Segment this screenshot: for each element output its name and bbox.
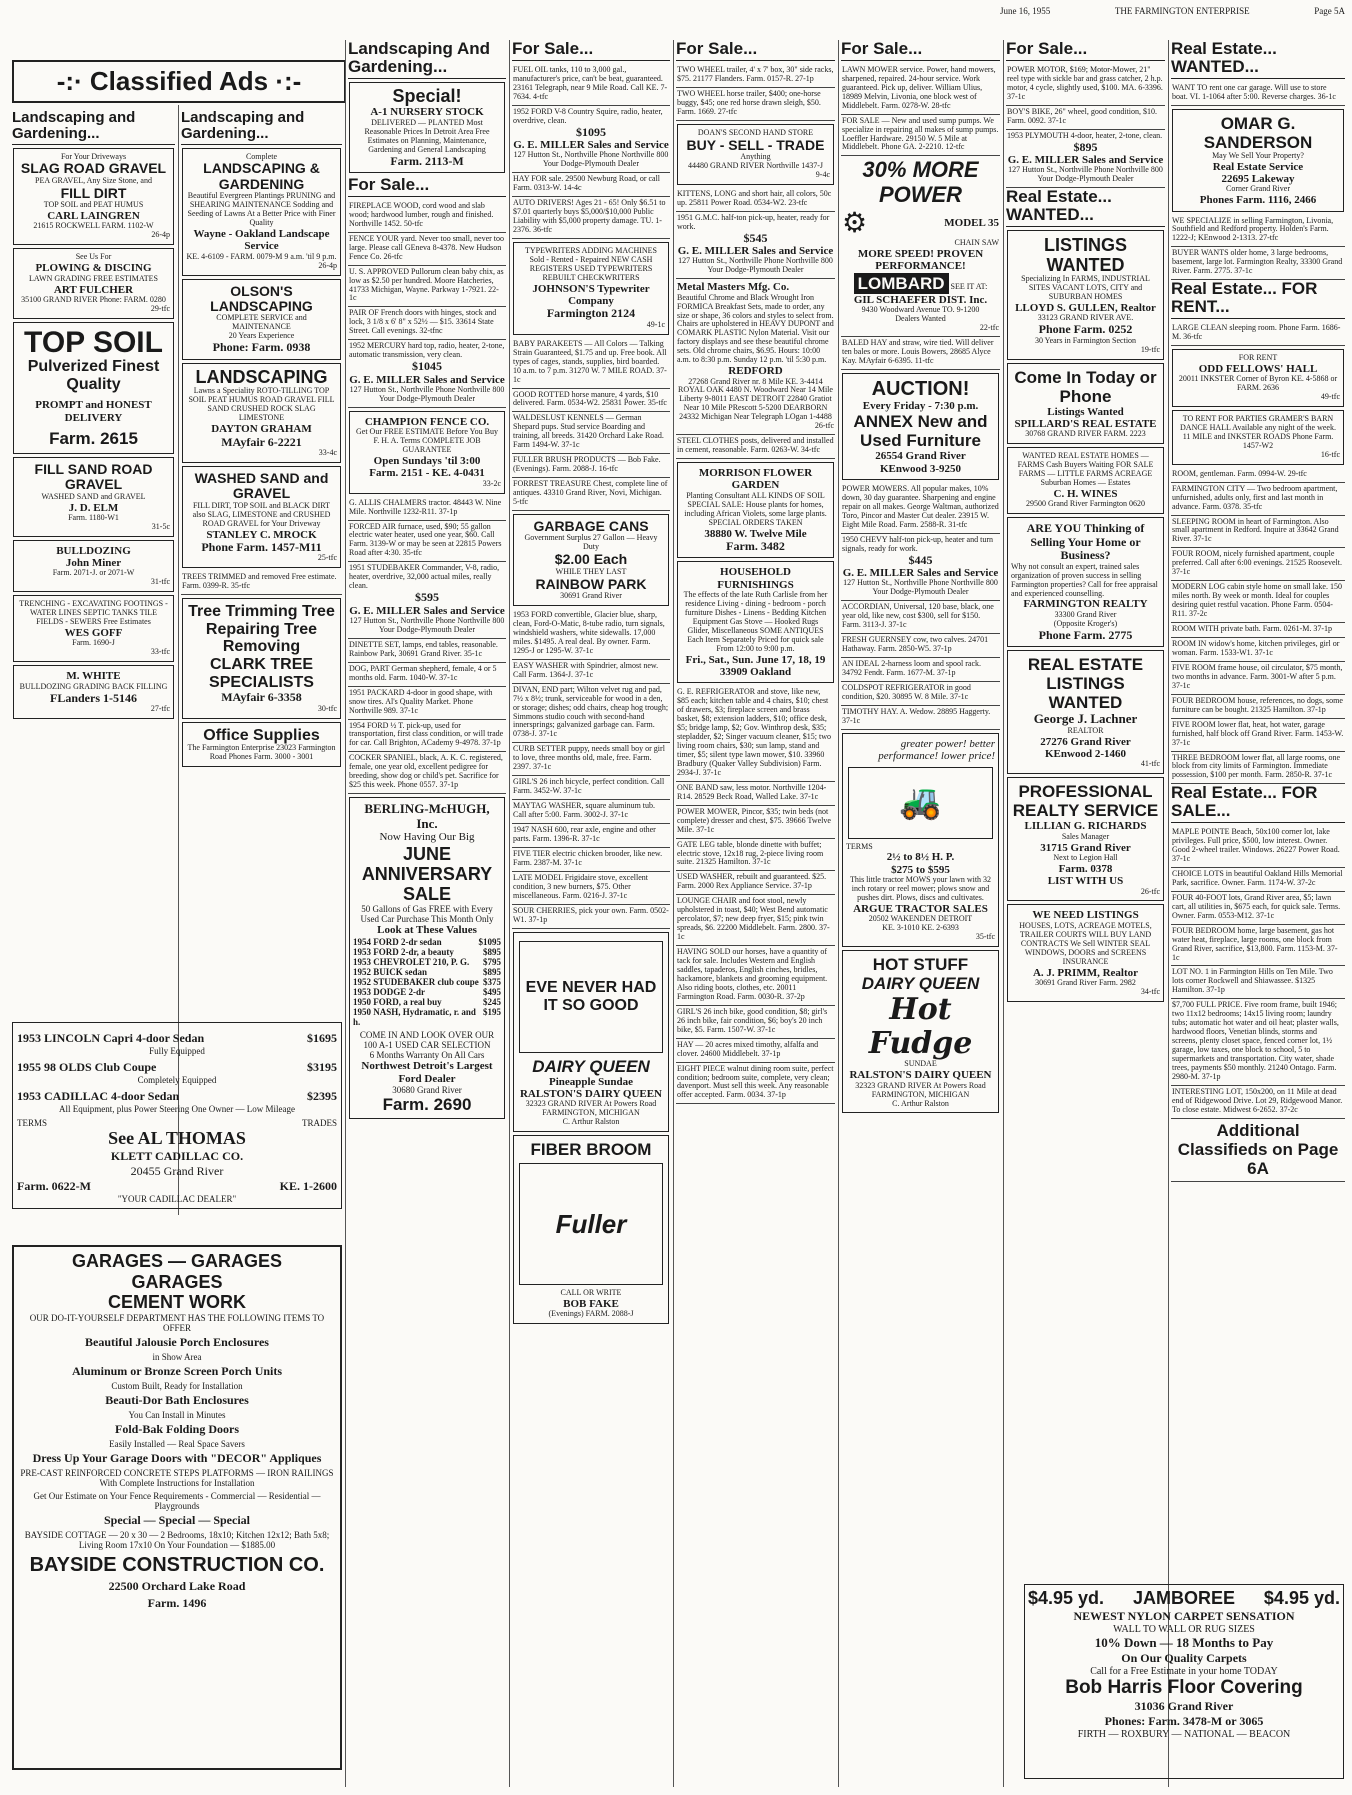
ad-metal-masters: Metal Masters Mfg. Co. Beautiful Chrome and Black Wrought Iron FORMICA Breakfast Sets, made to order, any size or shape, 36 colors and styles to select from. Chairs are upholstered in HEAVY DUPONT and COMARK PLASTIC Nylon Material. Visit our factory displays and see these beautiful chrome sets. Old chrome chairs, $6.95. Hours: 10:00 a.m. to 8:30 p.m. Sunday 12 p.m. 'til 5:30 p.m. REDFORD 27268 Grand River nr. 8 Mile KE. 3-4414 ROYAL OAK 4480 N. Woodward Near 14 Mile Liberty 9-8011 EAST DETROIT 22840 Gratiot Near 10 Mile PRescott 5-5200 DEARBORN 24332 Michigan Near Telegraph LOgan 1-4488 26-tfc: [676, 279, 835, 435]
section-heading: Real Estate... FOR SALE...: [1171, 784, 1345, 823]
column-6: [841, 40, 1000, 1787]
ad-gullen-listings: LISTINGS WANTED Specializing In FARMS, INDUSTRIAL SITES VACANT LOTS, CITY and SUBURBAN HOMES LLOYD S. GULLEN, Realtor 33123 GRAND RIVER AVE. Phone Farm. 0252 30 Years in Farmington Section 19-tfc: [1007, 230, 1164, 360]
ad-miller-gmc: 1951 G.M.C. half-ton pick-up, heater, ready for work. $545 G. E. MILLER Sales and Service 127 Hutton St., Northville Phone Northville 800 Your Dodge-Plymouth Dealer: [676, 212, 835, 280]
ad-trees-trimmed: TREES TRIMMED and removed Free estimate. Farm. 0399-R. 35-tfc: [181, 571, 342, 595]
section-heading: Landscaping and Gardening...: [12, 110, 175, 145]
car-row: 1950 FORD, a real buy $245: [353, 996, 501, 1007]
classified-line: AUTO DRIVERS! Ages 21 - 65! Only $6.51 to $7.01 quarterly buys $5,000/$10,000 Public Liability with $5,000 property damage. TU. 1-2376. 36-tfc: [512, 197, 670, 239]
classified-line: U. S. APPROVED Pullorum clean baby chix, as low as $2.50 per hundred. Moore Hatcheries, 41733 Michigan, Wayne. Parkway 1-7921. 22-1c: [348, 266, 506, 308]
ad-fill-sand: FILL SAND ROAD GRAVEL WASHED SAND and GRAVEL J. D. ELM Farm. 1180-W1 31-5c: [13, 457, 174, 537]
ad-bulldozing: BULLDOZING John Miner Farm. 2071-J. or 2071-W 31-tfc: [13, 540, 174, 593]
classified-line: WANT TO rent one car garage. Will use to store boat. VI. 1-1064 after 5:00. Reverse charges. 36-1c: [1171, 82, 1345, 106]
column-rule: [1003, 40, 1004, 1787]
ad-slag-gravel: For Your Driveways SLAG ROAD GRAVEL PEA GRAVEL, Any Size Stone, and FILL DIRT TOP SOIL and PEAT HUMUS CARL LAINGREN 21615 ROCKWELL FARM. 1102-W 26-4p: [13, 148, 174, 246]
classified-line: COCKER SPANIEL, black, A. K. C. registered, female, one year old, excellent pedigree for breeding, show dog or child's pet. Sacrifice for $25 this week. Phone 0557. 37-1p: [348, 752, 506, 794]
classified-line: CHOICE LOTS in beautiful Oakland Hills Memorial Park, sacrifice. Owner. Farm. 1174-W. 37-2c: [1171, 868, 1345, 892]
section-heading: Real Estate... FOR RENT...: [1171, 280, 1345, 319]
ad-sanderson: OMAR G. SANDERSON May We Sell Your Property? Real Estate Service 22695 Lakeway Corner Grand River Phones Farm. 1116, 2466: [1172, 109, 1344, 212]
classified-line: SOUR CHERRIES, pick your own. Farm. 0502-W1. 37-1p: [512, 905, 670, 929]
classified-line: ROOM IN widow's home, kitchen privileges, girl or woman. Farm. 1533-W1. 37-1c: [1171, 638, 1345, 662]
car-row: 1954 FORD 2-dr sedan $1095: [353, 936, 501, 947]
ad-dayton-graham: LANDSCAPING Lawns a Speciality ROTO-TILLING TOP SOIL PEAT HUMUS ROAD GRAVEL FILL SAND CRUSHED ROCK SLAG LIMESTONE DAYTON GRAHAM MAyfair 6-2221 33-4c: [182, 363, 341, 463]
classified-line: FOUR BEDROOM house, references, no dogs, some furniture can be bought. 21325 Hamilton. 37-1p: [1171, 695, 1345, 719]
classified-line: BOY'S BIKE, 26" wheel, good condition, $10. Farm. 0092. 37-1c: [1006, 106, 1165, 130]
column-rule: [345, 40, 346, 1787]
section-heading: For Sale...: [841, 40, 1000, 61]
classified-line: EIGHT PIECE walnut dining room suite, perfect condition; bedroom suite, complete, very clean; davenport. Must sell this week. Any reasonable offer accepted. Farm. 0034. 37-1p: [676, 1063, 835, 1105]
classified-line: FULLER BRUSH PRODUCTS — Bob Fake. (Evenings). Farm. 2088-J. 16-tfc: [512, 454, 670, 478]
classified-line: PAIR OF French doors with hinges, stock and lock, 3 1/8 x 6' 8" x 52½ — $15. 33614 State Street. Call evenings. 32-tfnc: [348, 307, 506, 340]
classified-line: FIVE TIER electric chicken brooder, like new. Farm. 2387-M. 37-1c: [512, 848, 670, 872]
ad-washed-sand: WASHED SAND and GRAVEL FILL DIRT, TOP SOIL and BLACK DIRT also SLAG, LIMESTONE and CRUSHED ROAD GRAVEL for Your Driveway STANLEY C. MROCK Phone Farm. 1457-M11 25-tfc: [182, 466, 341, 568]
ad-auction: AUCTION! Every Friday - 7:30 p.m. ANNEX New and Used Furniture 26554 Grand River KEnwood 3-9250: [842, 373, 999, 480]
car-row: 1953 CADILLAC 4-door Sedan $2395: [17, 1089, 337, 1103]
ad-lachner: REAL ESTATE LISTINGS WANTED George J. Lachner REALTOR 27276 Grand River KEnwood 2-1460 41-tfc: [1007, 650, 1164, 774]
car-row: 1953 CHEVROLET 210, P. G. $795: [353, 956, 501, 967]
ad-johnsons-typewriter: TYPEWRITERS ADDING MACHINES Sold - Rented - Repaired NEW CASH REGISTERS USED TYPEWRITERS REBUILT CHECKWRITERS JOHNSON'S Typewriter Company Farmington 2124 49-1c: [513, 242, 669, 335]
classified-line: FOUR ROOM, nicely furnished apartment, couple preferred. Call after 6:00 evenings. 21525 Roosevelt. 37-1c: [1171, 548, 1345, 581]
car-row: 1953 FORD 2-dr, a beauty $895: [353, 946, 501, 957]
classified-line: MAPLE POINTE Beach, 50x100 corner lot, lake privileges. Full price, $500, low interest. Owner. Good 2-wheel trailer. Windows. 26227 Power Road. 37-1c: [1171, 826, 1345, 868]
classified-line: STEEL CLOTHES posts, delivered and installed in cement, reasonable. Farm. 0263-W. 34-tfc: [676, 435, 835, 459]
car-row: 1953 LINCOLN Capri 4-door Sedan $1695: [17, 1031, 337, 1045]
classified-line: FOR SALE — New and used sump pumps. We specialize in repairing all makes of sump pumps. Loeffler Hardware. 29150 W. 5 Mile at Middlebelt. Phone GA. 2-2210. 12-tfc: [841, 115, 1000, 157]
classified-line: HAY — 20 acres mixed timothy, alfalfa and clover. 24600 Middlebelt. 37-1p: [676, 1039, 835, 1063]
ad-dairy-queen-pineapple: EVE NEVER HAD IT SO GOOD DAIRY QUEEN Pineapple Sundae RALSTON'S DAIRY QUEEN 32323 GRAND RIVER At Powers Road FARMINGTON, MICHIGAN C. Arthur Ralston: [513, 932, 669, 1133]
ad-household-furnishings: HOUSEHOLD FURNISHINGS The effects of the late Ruth Carlisle from her residence Living - dining - bedroom - porch furniture Dishes - Linens - Bedding Kitchen Equipment Gas Stove — Hooked Rugs Glider, Miscellaneous SOME ANTIQUES Each Item Separately Priced for quick sale From 12:00 to 9:00 p.m. Fri., Sat., Sun. June 17, 18, 19 33909 Oakland: [677, 561, 834, 683]
section-heading: For Sale...: [1006, 40, 1165, 61]
classified-line: G. ALLIS CHALMERS tractor. 48443 W. Nine Mile. Northville 1232-R11. 37-1p: [348, 497, 506, 521]
section-heading: For Sale...: [348, 176, 506, 197]
broom-illustration: Fuller: [519, 1163, 663, 1285]
classified-line: KITTENS, LONG and short hair, all colors, 50c up. 25811 Power Road. 0534-W2. 23-tfc: [676, 188, 835, 212]
ad-bayside-construction: GARAGES — GARAGES GARAGES CEMENT WORK OUR DO-IT-YOURSELF DEPARTMENT HAS THE FOLLOWING ITEMS TO OFFER Beautiful Jalousie Porch Enclosures in Show Area Aluminum or Bronze Screen Porch Units Custom Built, Ready for Installation Beauti-Dor Bath Enclosures You Can Install in Minutes Fold-Bak Folding Doors Easily Installed — Real Space Savers Dress Up Your Garage Doors with "DECOR" Appliques PRE-CAST REINFORCED CONCRETE STEPS PLATFORMS — IRON RAILINGS With Complete Instructions for Installation Get Our Estimate on Your Fence Requirements - Commercial — Residential — Playgrounds Special — Special — Special BAYSIDE COTTAGE — 20 x 30 — 2 Bedrooms, 18x10; Kitchen 12x12; Bath 5x8; Living Room 17x10 On Your Foundation — $1885.00 BAYSIDE CONSTRUCTION CO. 22500 Orchard Lake Road Farm. 1496: [12, 1245, 342, 1770]
ad-complete-landscaping: Complete LANDSCAPING & GARDENING Beautiful Evergreen Plantings PRUNING and SHEARING MAINTENANCE Sodding and Seeding of Lawns At a Better Price with Finer Quality Wayne - Oakland Landscape Service KE. 4-6109 - FARM. 0079-M 9 a.m. 'til 9 p.m. 26-4p: [182, 148, 341, 276]
column-2: [181, 110, 342, 1005]
classified-line: FENCE YOUR yard. Never too small, never too large. Please call GEneva 8-4378. New Hudson Fence Co. 26-tfc: [348, 233, 506, 266]
classified-line: BUYER WANTS older home, 3 large bedrooms, basement, large lot. Farmington Realty, 33300 Grand River. Farm. 2775. 37-1c: [1171, 247, 1345, 280]
ad-primm: WE NEED LISTINGS HOUSES, LOTS, ACREAGE MOTELS, TRAILER COURTS WILL BUY LAND CONTRACTS We Sell WINTER SEAL WINDOWS, DOORS and SCREENS INSURANCE A. J. PRIMM, Realtor 30691 Grand River Farm. 2982 34-tfc: [1007, 904, 1164, 1001]
column-8: [1171, 40, 1345, 1575]
classified-line: 1947 NASH 600, rear axle, engine and other parts. Farm. 1396-R. 37-1c: [512, 824, 670, 848]
masthead: -:· Classified Ads ·:-: [12, 60, 346, 103]
classified-line: LOT NO. 1 in Farmington Hills on Ten Mile. Two lots corner Rockwell and Shiawassee. $1325 Hamilton. 37-1p: [1171, 966, 1345, 999]
column-4: [512, 40, 670, 1787]
header-date: June 16, 1955: [1000, 6, 1051, 16]
section-heading: For Sale...: [512, 40, 670, 61]
classified-line: 1951 PACKARD 4-door in good shape, with snow tires. Al's Quality Market. Phone Northville 989. 37-1c: [348, 687, 506, 720]
car-row: 1955 98 OLDS Club Coupe $3195: [17, 1060, 337, 1074]
ad-morrison: MORRISON FLOWER GARDEN Planting Consultant ALL KINDS OF SOIL SPECIAL SALE: House plants for homes, including African Violets, some large plants. SPECIAL ORDERS TAKEN 38880 W. Twelve Mile Farm. 3482: [677, 462, 834, 558]
classified-line: ACCORDIAN, Universal, 120 base, black, one year old, like new, cost $300, sell for $150. Farm. 3113-J. 37-1c: [841, 601, 1000, 634]
car-row: 1953 DODGE 2-dr $495: [353, 986, 501, 997]
ad-clark-tree: Tree Trimming Tree Repairing Tree Removing CLARK TREE SPECIALISTS MAyfair 6-3358 30-tfc: [182, 598, 341, 718]
classified-line: POWER MOWER, Pincor, $35; twin beds (not complete) dresser and chest, $75. 39666 Twelve Mile. 37-1c: [676, 806, 835, 839]
ad-champion-fence: CHAMPION FENCE CO. Get Our FREE ESTIMATE Before You Buy F. H. A. Terms COMPLETE JOB GUARANTEE Open Sundays 'til 3:00 Farm. 2151 - KE. 4-0431 33-2c: [349, 411, 505, 494]
classified-line: THREE BEDROOM lower flat, all large rooms, one block from city limits of Farmington. Immediate possession, $100 per month. Farm. 2850-R. 37-1c: [1171, 752, 1345, 785]
classified-line: DIVAN, END part; Wilton velvet rug and pad, 7½ x 8½; trunk, serviceable for wood in a den, or storage; dishes; odd chairs, cheap hog trough; Simmons studio couch with second-hand innersprings; galvanized garbage can. Farm. 0738-J. 37-1c: [512, 684, 670, 744]
classified-line: ONE BAND saw, less motor. Northville 1204-R14. 28529 Beck Road, Walled Lake. 37-1c: [676, 782, 835, 806]
ad-gramers-barn: TO RENT FOR PARTIES GRAMER'S BARN DANCE HALL Available any night of the week. 11 MILE and INKSTER ROADS Phone Farm. 1457-W2 16-tfc: [1172, 410, 1344, 465]
classified-line: LATE MODEL Frigidaire stove, excellent condition, 3 new burners, $75. Other miscellaneous. Farm. 0216-J. 37-1c: [512, 872, 670, 905]
classified-line: EASY WASHER with Spindrier, almost new. Call Farm. 1364-J. 37-1c: [512, 660, 670, 684]
classified-line: FOUR 40-FOOT lots, Grand River area, $5; lawn cart, all utilities in, $675 each, for quick sale. Terms. Owner. Farm. 0553-M12. 37-1c: [1171, 892, 1345, 925]
ad-office-supplies: Office Supplies The Farmington Enterprise 23023 Farmington Road Phones Farm. 3000 - 3001: [182, 722, 341, 768]
ad-klett-cadillac: 1953 LINCOLN Capri 4-door Sedan $1695 Fully Equipped 1955 98 OLDS Club Coupe $3195 Completely Equipped 1953 CADILLAC 4-door Sedan $2395 All Equipment, plus Power Steering One Owner — Low Mileage TERMS TRADES See AL THOMAS KLETT CADILLAC CO. 20455 Grand River Farm. 0622-M KE. 1-2600 "YOUR CADILLAC DEALER": [12, 1022, 342, 1209]
classified-line: BABY PARAKEETS — All Colors — Talking Strain Guaranteed, $1.75 and up. Free book. All types of cages, stands, supplies, bird boarded. 10 a.m. to 7 p.m. 31270 W. 7 MILE ROAD. 37-1c: [512, 338, 670, 389]
classified-line: FOUR BEDROOM home, large basement, gas hot water heat, fireplace, large rooms, one block from Grand River, sacrifice, $13,800. Farm. 1153-M. 37-1c: [1171, 925, 1345, 967]
classified-line: TWO WHEEL horse trailer, $400; one-horse buggy, $45; one red horse drawn sleigh, $50. Farm. 1669. 27-tfc: [676, 88, 835, 121]
classified-line: LARGE CLEAN sleeping room. Phone Farm. 1686-M. 36-tfc: [1171, 322, 1345, 346]
ad-wines: WANTED REAL ESTATE HOMES — FARMS Cash Buyers Waiting FOR SALE FARMS — LITTLE FARMS ACREAGE Suburban Homes — Estates C. H. WINES 29500 Grand River Farmington 0620: [1007, 447, 1164, 514]
section-heading: Landscaping and Gardening...: [181, 110, 342, 145]
classified-line: GIRL'S 26 inch bicycle, perfect condition. Call Farm. 3452-W. 37-1c: [512, 776, 670, 800]
classified-line: DOG, PART German shepherd, female, 4 or 5 months old. Farm. 1040-W. 37-1c: [348, 663, 506, 687]
ad-miller-plymouth: 1953 PLYMOUTH 4-door, heater, 2-tone, clean. $895 G. E. MILLER Sales and Service 127 Hutton St., Northville Phone Northville 800 Your Dodge-Plymouth Dealer: [1006, 130, 1165, 189]
classified-line: SLEEPING ROOM in heart of Farmington. Also small apartment in Redford. Inquire at 33642 Grand River. 37-1c: [1171, 516, 1345, 549]
classified-line: FARMINGTON CITY — Two bedroom apartment, unfurnished, adults only, first and last month in advance. Farm. 0378. 35-tfc: [1171, 483, 1345, 516]
ad-special-nursery: Special! A-1 NURSERY STOCK DELIVERED — PLANTED Most Reasonable Prices In Detroit Area Free Estimates on Planning, Maintenance, Gardening and General Landscaping Farm. 2113-M: [349, 82, 505, 173]
classified-line: COLDSPOT REFRIGERATOR in good condition, $20. 30895 W. 8 Mile. 37-1c: [841, 682, 1000, 706]
ad-trenching: TRENCHING - EXCAVATING FOOTINGS - WATER LINES SEPTIC TANKS TILE FIELDS - SEWERS Free Estimates WES GOFF Farm. 1690-J 33-tfc: [13, 595, 174, 662]
classified-line: FUEL OIL tanks, 110 to 3,000 gal., manufacturer's price, can't be beat, guaranteed. 23161 Telegraph, near 9 Mile Road. Call KE. 7-7634. 4-tfc: [512, 64, 670, 106]
section-heading: Real Estate... WANTED...: [1006, 188, 1165, 227]
ad-farmington-realty: ARE YOU Thinking of Selling Your Home or Business? Why not consult an expert, trained sales organization of proven success in selling Farmington properties? Call for free appraisal and experienced counselling. FARMINGTON REALTY 33300 Grand River (Opposite Kroger's) Phone Farm. 2775: [1007, 517, 1164, 647]
ad-m-white: M. WHITE BULLDOZING GRADING BACK FILLING FLanders 1-5146 27-tfc: [13, 665, 174, 719]
column-5: [676, 40, 835, 1787]
header-page: Page 5A: [1314, 6, 1345, 16]
column-rule: [1168, 40, 1169, 1787]
classified-line: LAWN MOWER service. Power, hand mowers, sharpened, repaired. 24-hour service. Work guaranteed. Pick up, deliver. William Ulius, 18989 Melvin, Livonia, one block west of Middlebelt. Farm. 0278-W. 28-tfc: [841, 64, 1000, 115]
column-7: [1006, 40, 1165, 1575]
additional-classifieds: Additional Classifieds on Page 6A: [1171, 1119, 1345, 1182]
ad-top-soil: TOP SOIL Pulverized Finest Quality PROMPT and HONEST DELIVERY Farm. 2615: [13, 322, 174, 454]
ad-bob-harris-carpet: $4.95 yd. JAMBOREE $4.95 yd. NEWEST NYLON CARPET SENSATION WALL TO WALL OR RUG SIZES 10% Down — 18 Months to Pay On Our Quality Carpets Call for a Free Estimate in your home TODAY Bob Harris Floor Covering 31036 Grand River Phones: Farm. 3478-M or 3065 FIRTH — ROXBURY — NATIONAL — BEACON: [1024, 1584, 1344, 1779]
ad-berling-mchugh: BERLING-McHUGH, Inc. Now Having Our Big JUNE ANNIVERSARY SALE 50 Gallons of Gas FREE with Every Used Car Purchase This Month Only Look at These Values 1954 FORD 2-dr sedan $1095 1953 FORD 2-dr, a beauty $895 1953 CHEVROLET 210, P. G. $795 1952 BUICK sedan $895 1952 STUDEBAKER club coupe $375 1953 DODGE 2-dr $495 1950 FORD, a real buy $245 1950 NASH, Hydramatic, r. and h. $195 COME IN AND LOOK OVER OUR 100 A-1 USED CAR SELECTION 6 Months Warranty On All Cars Northwest Detroit's Largest Ford Dealer 30680 Grand River Farm. 2690: [349, 797, 505, 1119]
column-rule: [673, 40, 674, 1787]
classified-line: LOUNGE CHAIR and foot stool, newly upholstered in toast, $40; West Bend automatic percolator, $7; new deep fryer, $15; pink twin spreads, $6. 22200 Middlebelt. Farm. 2800. 37-1c: [676, 895, 835, 946]
ad-plowing: See Us For PLOWING & DISCING LAWN GRADING FREE ESTIMATES ART FULCHER 35100 GRAND RIVER Phone: FARM. 0280 29-tfc: [13, 248, 174, 318]
classified-line: 1954 FORD ½ T. pick-up, used for transportation, first class condition, or will trade for car. Call Brighton, ACademy 9-4978. 37-1p: [348, 720, 506, 753]
car-row: 1952 BUICK sedan $895: [353, 966, 501, 977]
classified-line: FORREST TREASURE Chest, complete line of antiques. 43310 Grand River, Novi, Michigan. 5-tfc: [512, 478, 670, 511]
classified-line: USED WASHER, rebuilt and guaranteed. $25. Farm. 2000 Rex Appliance Service. 37-1p: [676, 871, 835, 895]
section-heading: Landscaping And Gardening...: [348, 40, 506, 79]
classified-line: CURB SETTER puppy, needs small boy or girl to love, three months old, male, free. Farm. 2397. 37-1c: [512, 743, 670, 776]
header-paper: THE FARMINGTON ENTERPRISE: [1114, 6, 1250, 16]
ad-garbage-cans: GARBAGE CANS Government Surplus 27 Gallon — Heavy Duty $2.00 Each WHILE THEY LAST RAINBOW PARK 30691 Grand River: [513, 514, 669, 606]
ad-miller-mercury: 1952 MERCURY hard top, radio, heater, 2-tone, automatic transmission, very clean. $1045 G. E. MILLER Sales and Service 127 Hutton St., Northville Phone Northville 800 Your Dodge-Plymouth Dealer: [348, 340, 506, 408]
car-row: 1950 NASH, Hydramatic, r. and h. $195: [353, 1007, 501, 1028]
classified-line: BALED HAY and straw, wire tied. Will deliver ten bales or more. Louis Bowers, 28685 Alyce Kay. MAyfair 6-6395. 11-tfc: [841, 337, 1000, 370]
section-heading: For Sale...: [676, 40, 835, 61]
ad-dairy-queen-hot-fudge: HOT STUFF DAIRY QUEEN Hot Fudge SUNDAE RALSTON'S DAIRY QUEEN 32323 GRAND RIVER At Powers Road FARMINGTON, MICHIGAN C. Arthur Ralston: [842, 950, 999, 1113]
ad-fiber-broom: FIBER BROOM Fuller CALL OR WRITE BOB FAKE (Evenings) FARM. 2088-J: [513, 1135, 669, 1324]
classified-line: WE SPECIALIZE in selling Farmington, Livonia, Southfield and Redford property. Holden's Farm. 1222-J; KEnwood 2-1313. 27-tfc: [1171, 215, 1345, 248]
ad-spillard: Come In Today or Phone Listings Wanted SPILLARD'S REAL ESTATE 30768 GRAND RIVER FARM. 2223: [1007, 363, 1164, 445]
column-rule: [509, 40, 510, 1787]
column-3: [348, 40, 506, 1787]
classified-line: FORCED AIR furnace, used, $90; 55 gallon electric water heater, used one year, $60. Call Farm. 3139-W or may be seen at 22815 Powers Road after 4:30. 35-tfc: [348, 521, 506, 563]
ad-lombard-chain-saw: 30% MORE POWER ⚙ MODEL 35 CHAIN SAW MORE SPEED! PROVEN PERFORMANCE! LOMBARD SEE IT AT: GIL SCHAEFER DIST. Inc. 9430 Woodward Avenue TO. 9-1200 Dealers Wanted 22-tfc: [841, 156, 1000, 336]
classified-line: $7,700 FULL PRICE. Five room frame, built 1946; two 11x12 bedrooms; 14x15 living room; laundry tubs; automatic hot water and oil heat; plaster walls, hardwood floors, Venetian blinds, storms and screens, plenty closet space, fenced corner lot, 1½ garage, low taxes, one block to school, 5 to supermarkets and transportation. City water, shade trees, payments $50 monthly. 21240 Ontago. Farm. 2980-M. 37-1p: [1171, 999, 1345, 1086]
ad-doans: DOAN'S SECOND HAND STORE BUY - SELL - TRADE Anything 44480 GRAND RIVER Northville 1437-J 9-4c: [677, 124, 834, 185]
column-rule: [838, 40, 839, 1787]
classified-line: FIREPLACE WOOD, cord wood and slab wood; hardwood lumber, rough and finished. Northville 1452. 50-tfc: [348, 200, 506, 233]
classified-line: WALDESLUST KENNELS — German Shepard pups. Stud service Boarding and training, all breeds. 31420 Orchard Lake Road. Farm 1494-W. 37-1c: [512, 412, 670, 454]
ad-miller-studebaker: 1951 STUDEBAKER Commander, V-8, radio, heater, overdrive, 32,000 actual miles, really clean. $595 G. E. MILLER Sales and Service 127 Hutton St., Northville Phone Northville 800 Your Dodge-Plymouth Dealer: [348, 562, 506, 639]
ice-cream-illustration: EVE NEVER HAD IT SO GOOD: [519, 941, 663, 1053]
classified-line: DINETTE SET, lamps, end tables, reasonable. Rainbow Park, 30691 Grand River. 35-1c: [348, 639, 506, 663]
column-1: [12, 110, 175, 1005]
ad-miller-chevy: 1950 CHEVY half-ton pick-up, heater and turn signals, ready for work. $445 G. E. MILLER Sales and Service 127 Hutton St., Northville Phone Northville 800 Your Dodge-Plymouth Dealer: [841, 534, 1000, 602]
classified-line: GIRL'S 26 inch bike, good condition, $8; girl's 26 inch bike, fair condition, $6; boy's 20 inch bike, $5. Farm. 1507-W. 37-1c: [676, 1006, 835, 1039]
page-header: [1000, 6, 1345, 16]
classified-line: HAY FOR sale. 29500 Newburg Road, or call Farm. 0313-W. 14-4c: [512, 173, 670, 197]
ad-odd-fellows: FOR RENT ODD FELLOWS' HALL 20011 INKSTER Corner of Byron KE. 4-5868 or FARM. 2636 49-tfc: [1172, 349, 1344, 407]
classified-line: GOOD ROTTED horse manure, 4 yards, $10 delivered. Farm. 0534-W2. 25831 Power. 35-tfc: [512, 389, 670, 413]
classified-line: INTERESTING LOT, 150x200, on 11 Mile at dead end of Ridgewood Drive. Lot 29, Ridgewood Manor. To close estate. Midwest 6-2652. 37-2c: [1171, 1086, 1345, 1119]
section-heading: Real Estate... WANTED...: [1171, 40, 1345, 79]
classified-line: TWO WHEEL trailer, 4' x 7' box, 30" side racks, $75. 21177 Flanders. Farm. 0157-R. 27-1p: [676, 64, 835, 88]
classified-line: 1953 FORD convertible, Glacier blue, sharp, clean, Ford-O-Matic, 8-tube radio, turn signals, windshield washers, white sidewalls. 17,000 miles. $1495. A real deal. By owner. Farm. 1295-J or 1295-W. 37-1c: [512, 609, 670, 660]
car-row: 1952 STUDEBAKER club coupe $375: [353, 976, 501, 987]
ad-miller-ford: 1952 FORD V-8 Country Squire, radio, heater, overdrive, clean. $1095 G. E. MILLER Sales and Service 127 Hutton St., Northville Phone Northville 800 Your Dodge-Plymouth Dealer: [512, 106, 670, 174]
classified-line: MODERN LOG cabin style home on small lake. 150 miles north. By week or month. Ideal for couples desiring quiet restful vacation. Phone Farm. 0504-R11. 37-2c: [1171, 581, 1345, 623]
tractor-icon: 🚜: [848, 767, 993, 839]
classified-line: AN IDEAL 2-harness loom and spool rack. 34792 Fendt. Farm. 1677-M. 37-1p: [841, 658, 1000, 682]
classified-line: POWER MOTOR, $169; Motor-Mower, 21" reel type with sickle bar and grass catcher, 2 h.p. motor, 4 cycle, slightly used, $100. MA. 6-3396. 37-1c: [1006, 64, 1165, 106]
ad-richards: PROFESSIONAL REALTY SERVICE LILLIAN G. RICHARDS Sales Manager 31715 Grand River Next to Legion Hall Farm. 0378 LIST WITH US 26-tfc: [1007, 777, 1164, 901]
chain-saw-icon: ⚙: [842, 207, 868, 239]
classified-line: FIVE ROOM lower flat, heat, hot water, garage furnished, half block off Grand River. Farm. 1453-W. 37-1c: [1171, 719, 1345, 752]
classified-line: POWER MOWERS. All popular makes, 10% down, 30 day guarantee. Sharpening and engine repair on all makes. George Waltman, authorized Toro, Pincor and Master Cut dealer. 23915 W. Eight Mile Road. Farm. 2588-R. 31-tfc: [841, 483, 1000, 534]
ad-argue-tractor: greater power! better performance! lower price! 🚜 TERMS 2½ to 8½ H. P. $275 to $595 This little tractor MOWS your lawn with 32 inch rotary or reel mower; plows snow and pushes dirt. Plows, discs and cultivates. ARGUE TRACTOR SALES 20502 WAKENDEN DETROIT KE. 3-1010 KE. 2-6393 35-tfc: [842, 733, 999, 947]
classified-line: GATE LEG table, blonde dinette with buffet; electric stove, 12x18 rug, 2-piece living room suite. 21325 Hamilton. 37-1c: [676, 839, 835, 872]
ad-olsons: OLSON'S LANDSCAPING COMPLETE SERVICE and MAINTENANCE 20 Years Experience Phone: Farm. 0938: [182, 279, 341, 360]
classified-line: MAYTAG WASHER, square aluminum tub. Call after 5:00. Farm. 3002-J. 37-1c: [512, 800, 670, 824]
classified-line: TIMOTHY HAY. A. Wedow. 28895 Haggerty. 37-1c: [841, 706, 1000, 730]
classified-line: ROOM WITH private bath. Farm. 0261-M. 37-1p: [1171, 623, 1345, 638]
classified-line: FRESH GUERNSEY cow, two calves. 24701 Hathaway. Farm. 2850-W5. 37-1p: [841, 634, 1000, 658]
classified-line: ROOM, gentleman. Farm. 0994-W. 29-tfc: [1171, 468, 1345, 483]
classified-line: G. E. REFRIGERATOR and stove, like new, $85 each; kitchen table and 4 chairs, $10; chest of drawers, $3; fireplace screen and brass basket, $8; extension ladders, $10; office desk, $5; bridge lamp, $2; Gov. Winthrop desk, $35; stepladder, $2; Singer vacuum cleaner, $15; two living room chairs, $30; sun lamp, stand and timer, $5; silent type lawn mower, $10. 33960 Bradbury (Quaker Valley Subdivision) Farm. 2934-J. 37-1c: [676, 686, 835, 782]
classified-line: HAVING SOLD our horses, have a quantity of tack for sale. Includes Western and English saddles, tapaderos, English cinches, bridles, hackamore, blankets and grooming equipment. Also riding boots, clothes, etc. 20011 Farmington Road. Farm. 0030-R. 37-2p: [676, 946, 835, 1006]
classified-line: FIVE ROOM frame house, oil circulator, $75 month, two months in advance. Farm. 3001-W after 5 p.m. 37-1c: [1171, 662, 1345, 695]
